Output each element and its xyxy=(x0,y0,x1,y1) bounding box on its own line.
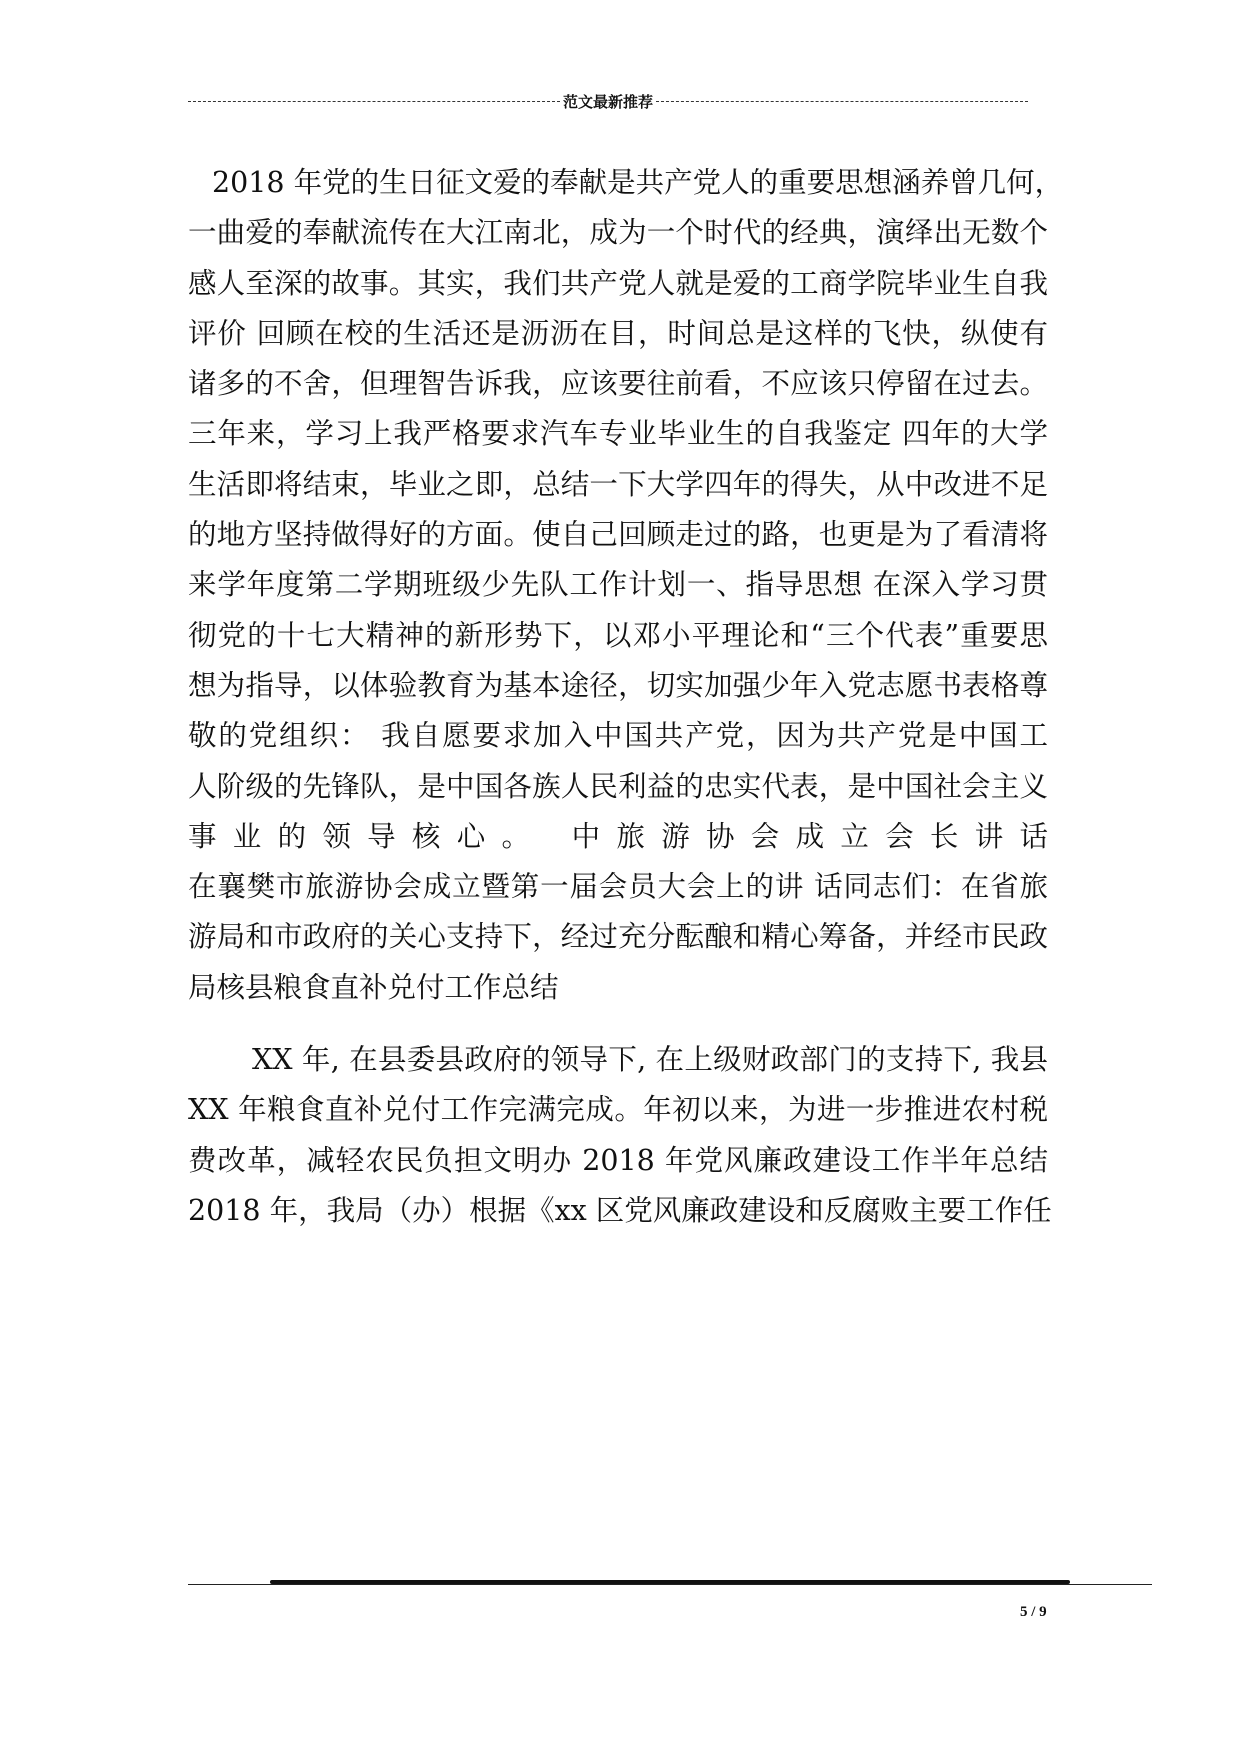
text-line: 的地方坚持做得好的方面。使自己回顾走过的路，也更是为了看清将 xyxy=(188,518,1048,552)
document-body xyxy=(188,158,1064,1236)
text-line: 生活即将结束，毕业之即，总结一下大学四年的得失，从中改进不足 xyxy=(188,467,1048,501)
text-line: 想为指导，以体验教育为基本途径，切实加强少年入党志愿书表格尊 xyxy=(188,668,1048,702)
text-line: 来学年度第二学期班级少先队工作计划一、指导思想 在深入学习贯 xyxy=(188,568,1048,602)
paragraph-2 xyxy=(188,1035,1052,1236)
text-line: 三年来，学习上我严格要求汽车专业毕业生的自我鉴定 四年的大学 xyxy=(188,417,1048,451)
page-header xyxy=(188,88,1028,114)
text-line: 事业的领导核心。 中旅游协会成立会长讲话 xyxy=(188,819,1048,853)
text-line: 一曲爱的奉献流传在大江南北，成为一个时代的经典，演绎出无数个 xyxy=(188,216,1048,250)
text-line: 评价 回顾在校的生活还是沥沥在目，时间总是这样的飞快，纵使有 xyxy=(188,316,1048,350)
text-line: XX 年粮食直补兑付工作完满完成。年初以来，为进一步推进农村税 xyxy=(188,1093,1048,1127)
text-line: 局核县粮食直补兑付工作总结 xyxy=(188,970,559,1004)
text-line: 2018 年党的生日征文爱的奉献是共产党人的重要思想涵养曾几何， xyxy=(212,166,1064,199)
text-line: 敬的党组织： 我自愿要求加入中国共产党，因为共产党是中国工 xyxy=(188,719,1048,753)
page-number: 5 / 9 xyxy=(1020,1604,1047,1620)
footer-rule-thick xyxy=(270,1580,1070,1584)
text-line: 彻党的十七大精神的新形势下，以邓小平理论和“三个代表”重要思 xyxy=(188,618,1048,652)
text-line: 人阶级的先锋队，是中国各族人民利益的忠实代表，是中国社会主义 xyxy=(188,769,1048,803)
header-dash-left xyxy=(188,101,560,102)
text-line: 在襄樊市旅游协会成立暨第一届会员大会上的讲 话同志们：在省旅 xyxy=(188,870,1048,904)
header-dash-right xyxy=(656,101,1028,102)
text-line: 诸多的不舍，但理智告诉我，应该要往前看，不应该只停留在过去。 xyxy=(188,367,1048,401)
text-line: 游局和市政府的关心支持下，经过充分酝酿和精心筹备，并经市民政 xyxy=(188,920,1048,954)
text-line: 感人至深的故事。其实，我们共产党人就是爱的工商学院毕业生自我 xyxy=(188,266,1048,300)
footer-rule xyxy=(188,1584,1152,1585)
text-line: XX 年, 在县委县政府的领导下, 在上级财政部门的支持下, 我县 xyxy=(252,1043,1048,1077)
text-line: 2018 年，我局（办）根据《xx 区党风廉政建设和反腐败主要工作任 xyxy=(188,1193,1052,1227)
paragraph-1 xyxy=(188,158,1064,1013)
header-title: 范文最新推荐 xyxy=(563,92,654,111)
text-line: 费改革，减轻农民负担文明办 2018 年党风廉政建设工作半年总结 xyxy=(188,1143,1048,1177)
